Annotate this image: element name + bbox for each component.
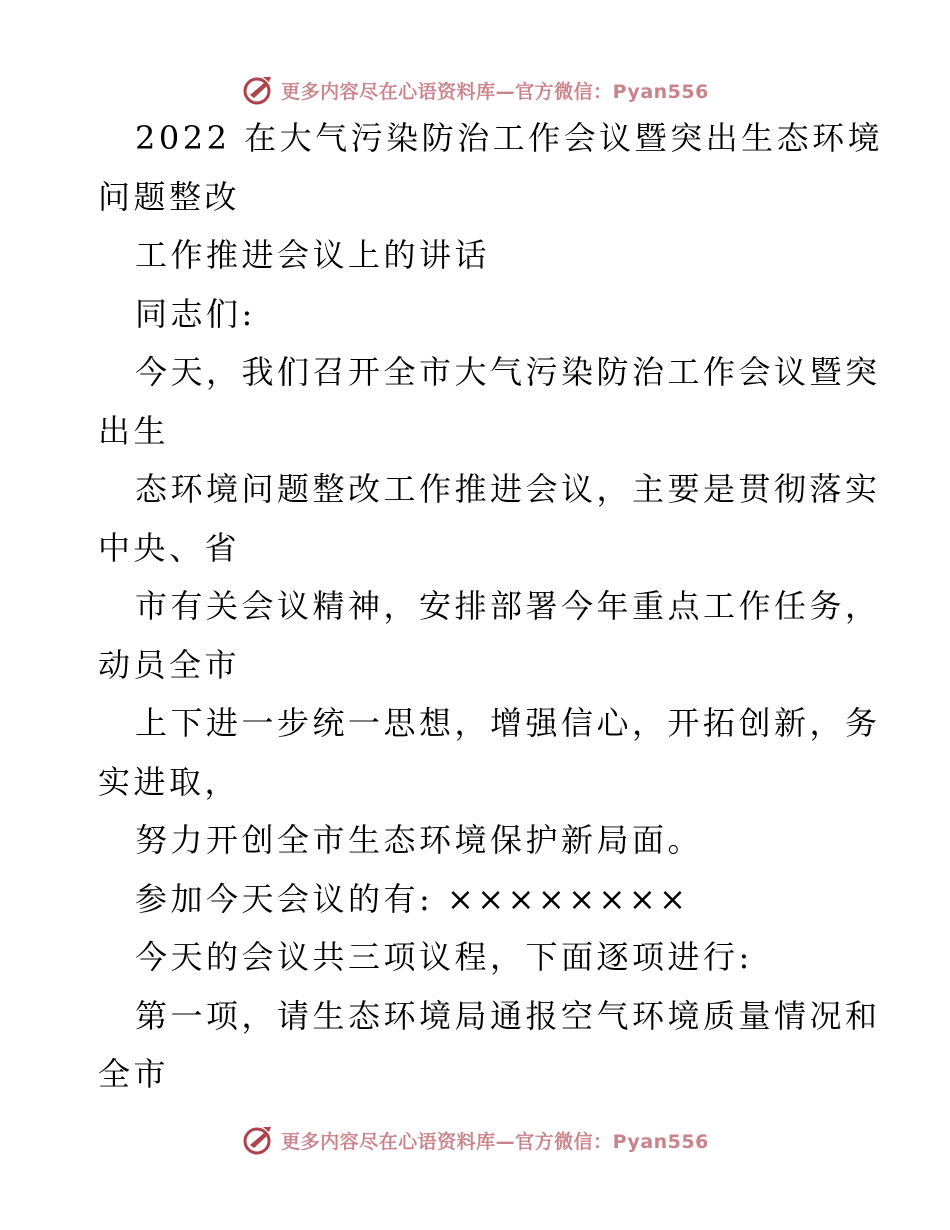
text-line: 参加今天会议的有: ×××××××× xyxy=(135,879,690,918)
text-line: 工作推进会议上的讲话 xyxy=(135,236,491,274)
watermark-text: 更多内容尽在心语资料库—官方微信：Pyan556 xyxy=(281,1130,709,1153)
header-watermark xyxy=(0,70,950,110)
watermark-text: 更多内容尽在心语资料库—官方微信：Pyan556 xyxy=(281,80,709,103)
text-line: 努力开创全市生态环境保护新局面。 xyxy=(135,821,704,859)
pen-logo-icon xyxy=(241,1123,275,1157)
text-line: 中央、省 xyxy=(98,528,241,567)
text-line: 同志们: xyxy=(135,294,256,333)
text-line: 问题整改 xyxy=(98,177,241,216)
text-line: 态环境问题整改工作推进会议，主要是贯彻落实 xyxy=(135,470,881,508)
text-line: 动员全市 xyxy=(98,645,241,684)
text-line: 市有关会议精神，安排部署今年重点工作任务， xyxy=(135,587,881,625)
text-line: 全市 xyxy=(98,1055,170,1093)
text-line: 第一项，请生态环境局通报空气环境质量情况和 xyxy=(135,996,881,1035)
footer-watermark xyxy=(0,1120,950,1160)
text-line: 出生 xyxy=(98,411,170,450)
text-line: 2022 在大气污染防治工作会议暨突出生态环境 xyxy=(135,119,884,157)
text-line: 今天的会议共三项议程，下面逐项进行: xyxy=(135,938,753,976)
pen-logo-icon xyxy=(241,73,275,107)
text-line: 实进取， xyxy=(98,762,241,801)
text-line: 今天，我们召开全市大气污染防治工作会议暨突 xyxy=(135,353,881,391)
text-line: 上下进一步统一思想，增强信心，开拓创新，务 xyxy=(135,704,881,742)
document-body xyxy=(98,119,884,1117)
